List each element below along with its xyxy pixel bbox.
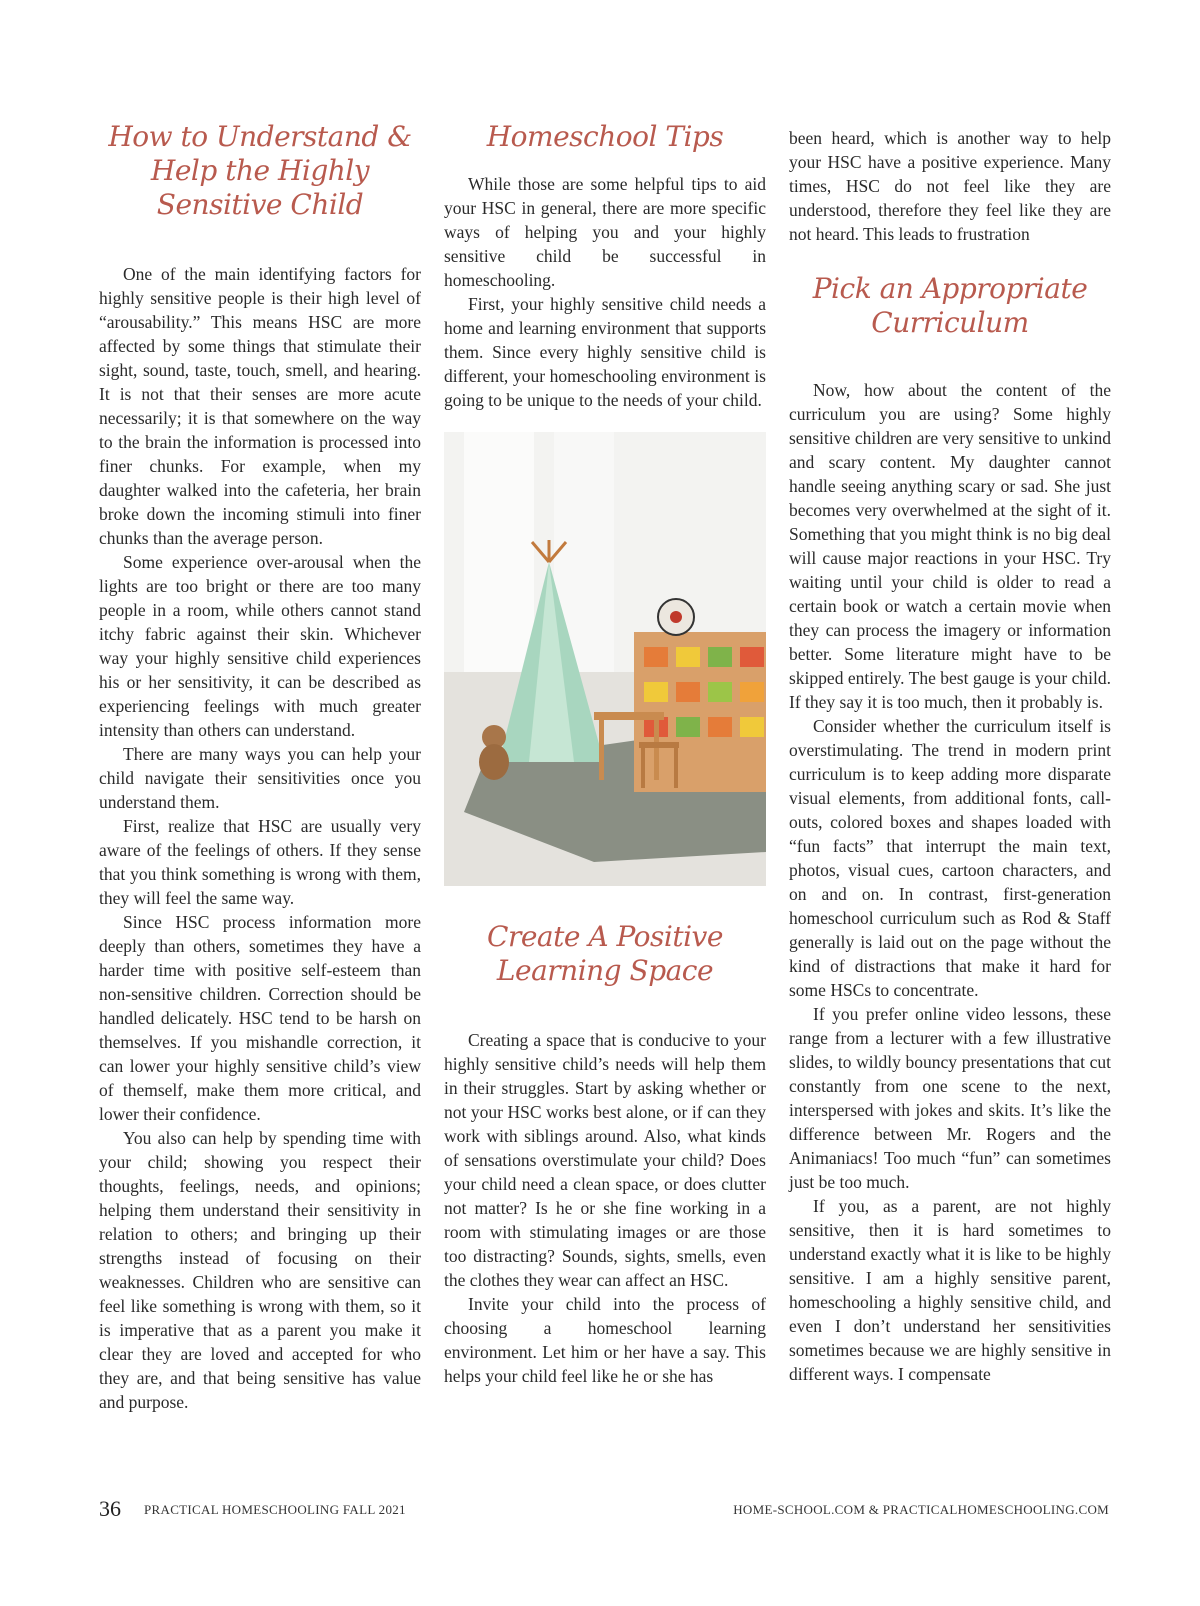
column-2 [444, 120, 766, 1388]
storage-bin [644, 682, 668, 702]
chair-leg [674, 748, 678, 788]
storage-bin [708, 717, 732, 737]
section-heading-learning-space: Create A Positive Learning Space [487, 920, 723, 987]
page-number: 36 [99, 1496, 121, 1521]
table-leg [599, 720, 604, 780]
page-footer [99, 1496, 1109, 1526]
column-1 [99, 120, 421, 1414]
chair-leg [641, 748, 645, 788]
website-link[interactable]: HOME-SCHOOL.COM & PRACTICALHOMESCHOOLING.COM [733, 1502, 1109, 1517]
paragraph: Since HSC process information more deeply than others, sometimes they have a harder time with positive self-esteem than non-sensitive children. Correction should be handled delicately. HSC tend to be harsh on themselves. If you mishandle correction, it can lower your highly sensitive child’s view of themself, make them more critical, and lower their confidence. [99, 912, 421, 1124]
paragraph: Some experience over-arousal when the lights are too bright or there are too many people in a room, while others cannot stand itchy fabric against their skin. Whichever way your highly sensitive child experiences his or her sensitivity, it can be described as experiencing feelings with much greater intensity than others can understand. [99, 552, 421, 740]
storage-bin [676, 682, 700, 702]
paragraph: There are many ways you can help your child navigate their sensitivities once you understand them. [99, 744, 421, 812]
section-heading-curriculum: Pick an Appropriate Curriculum [812, 272, 1088, 339]
storage-bin [676, 647, 700, 667]
teddy-bear-body [479, 744, 509, 780]
publication-name: PRACTICAL HOMESCHOOLING FALL 2021 [144, 1502, 406, 1517]
storage-bin [708, 647, 732, 667]
storage-bin [740, 717, 764, 737]
section-heading-understand: How to Understand & Help the Highly Sensitive Child [108, 120, 412, 221]
paragraph: If you prefer online video lessons, these range from a lecturer with a few illustrative slides, to wildly bouncy presentations that cut constantly from one scene to the next, interspersed with jokes and skits. It’s like the difference between Mr. Rogers and the Animaniacs! Too much “fun” can sometimes just be too much. [789, 1004, 1111, 1192]
kids-table [594, 712, 664, 720]
storage-bin [644, 647, 668, 667]
paragraph: First, realize that HSC are usually very aware of the feelings of others. If they sense that you think something is wrong with them, they will feel the same way. [99, 816, 421, 908]
paragraph: Now, how about the content of the curriculum you are using? Some highly sensitive children are very sensitive to unkind and scary content. My daughter cannot handle seeing anything scary or sad. She just becomes very overwhelmed at the sight of it. Something that you might think is no big deal will cause major reactions in your HSC. Try waiting until your child is older to read a certain book or watch a certain movie when they can process the imagery or information better. Some literature might have to be skipped entirely. The best gauge is your child. If they say it is too much, then it probably is. [789, 380, 1111, 712]
paragraph: If you, as a parent, are not highly sensitive, then it is hard sometimes to understand exactly what it is like to be highly sensitive. I am a highly sensitive parent, homeschooling a highly sensitive child, and even I don’t understand her sensitivities sometimes because we are highly sensitive in different ways. I compensate [789, 1196, 1111, 1384]
storage-bin [708, 682, 732, 702]
section-heading-homeschool-tips: Homeschool Tips [486, 120, 724, 153]
playroom-photo [444, 432, 766, 886]
column-3 [789, 126, 1111, 1386]
curtain-left [464, 432, 534, 682]
dartboard-center [670, 611, 682, 623]
paragraph: First, your highly sensitive child needs a home and learning environment that supports them. Since every highly sensitive child is different, your homeschooling environment is going to be unique to the needs of your child. [444, 294, 766, 410]
paragraph: One of the main identifying factors for highly sensitive people is their high level of “arousability.” This means HSC are more affected by some things that stimulate their sight, sound, taste, touch, smell, and hearing. It is not that their senses are more acute necessarily; it is that somewhere on the way to the brain the information is processed into finer chunks. For example, when my daughter walked into the cafeteria, her brain broke down the incoming stimuli into finer chunks than the average person. [99, 264, 421, 548]
playroom-illustration [444, 432, 766, 886]
kids-chair [639, 742, 679, 748]
paragraph: Consider whether the curriculum itself is overstimulating. The trend in modern print curriculum is to keep adding more disparate visual elements, from additional fonts, call-outs, colored boxes and shapes loaded with “fun facts” that interrupt the main text, photos, visual cues, cartoon characters, and on and on. In contrast, first-generation homeschool curriculum such as Rod & Staff generally is laid out on the page without the kind of distractions that make it hard for some HSCs to concentrate. [789, 716, 1111, 1000]
paragraph-continued: been heard, which is another way to help your HSC have a positive experience. Many times, HSC do not feel like they are understood, therefore they feel like they are not heard. This leads to frustration [789, 128, 1111, 244]
paragraph: Creating a space that is conducive to your highly sensitive child’s needs will help them in their struggles. Start by asking whether or not your HSC works best alone, or if can they work with siblings around. Also, what kinds of sensations overstimulate your child? Does your child need a clean space, or does clutter not matter? Is he or she fine working in a room with stimulating images or are those too distracting? Sounds, sights, smells, even the clothes they wear can affect an HSC. [444, 1030, 766, 1290]
paragraph: Invite your child into the process of choosing a homeschool learning environment. Let him or her have a say. This helps your child feel like he or she has [444, 1294, 766, 1386]
storage-bin [740, 682, 764, 702]
paragraph: You also can help by spending time with your child; showing you respect their thoughts, feelings, needs, and opinions; helping them understand their sensitivity in relation to others; and bringing up their strengths instead of focusing on their weaknesses. Children who are sensitive can feel like something is wrong with them, so it is imperative that as a parent you make it clear they are loved and accepted for who they are, and that being sensitive has value and purpose. [99, 1128, 421, 1412]
storage-bin [676, 717, 700, 737]
table-leg [654, 720, 659, 780]
paragraph: While those are some helpful tips to aid your HSC in general, there are more specific ways of helping you and your highly sensitive child be successful in homeschooling. [444, 174, 766, 290]
storage-bin [740, 647, 764, 667]
